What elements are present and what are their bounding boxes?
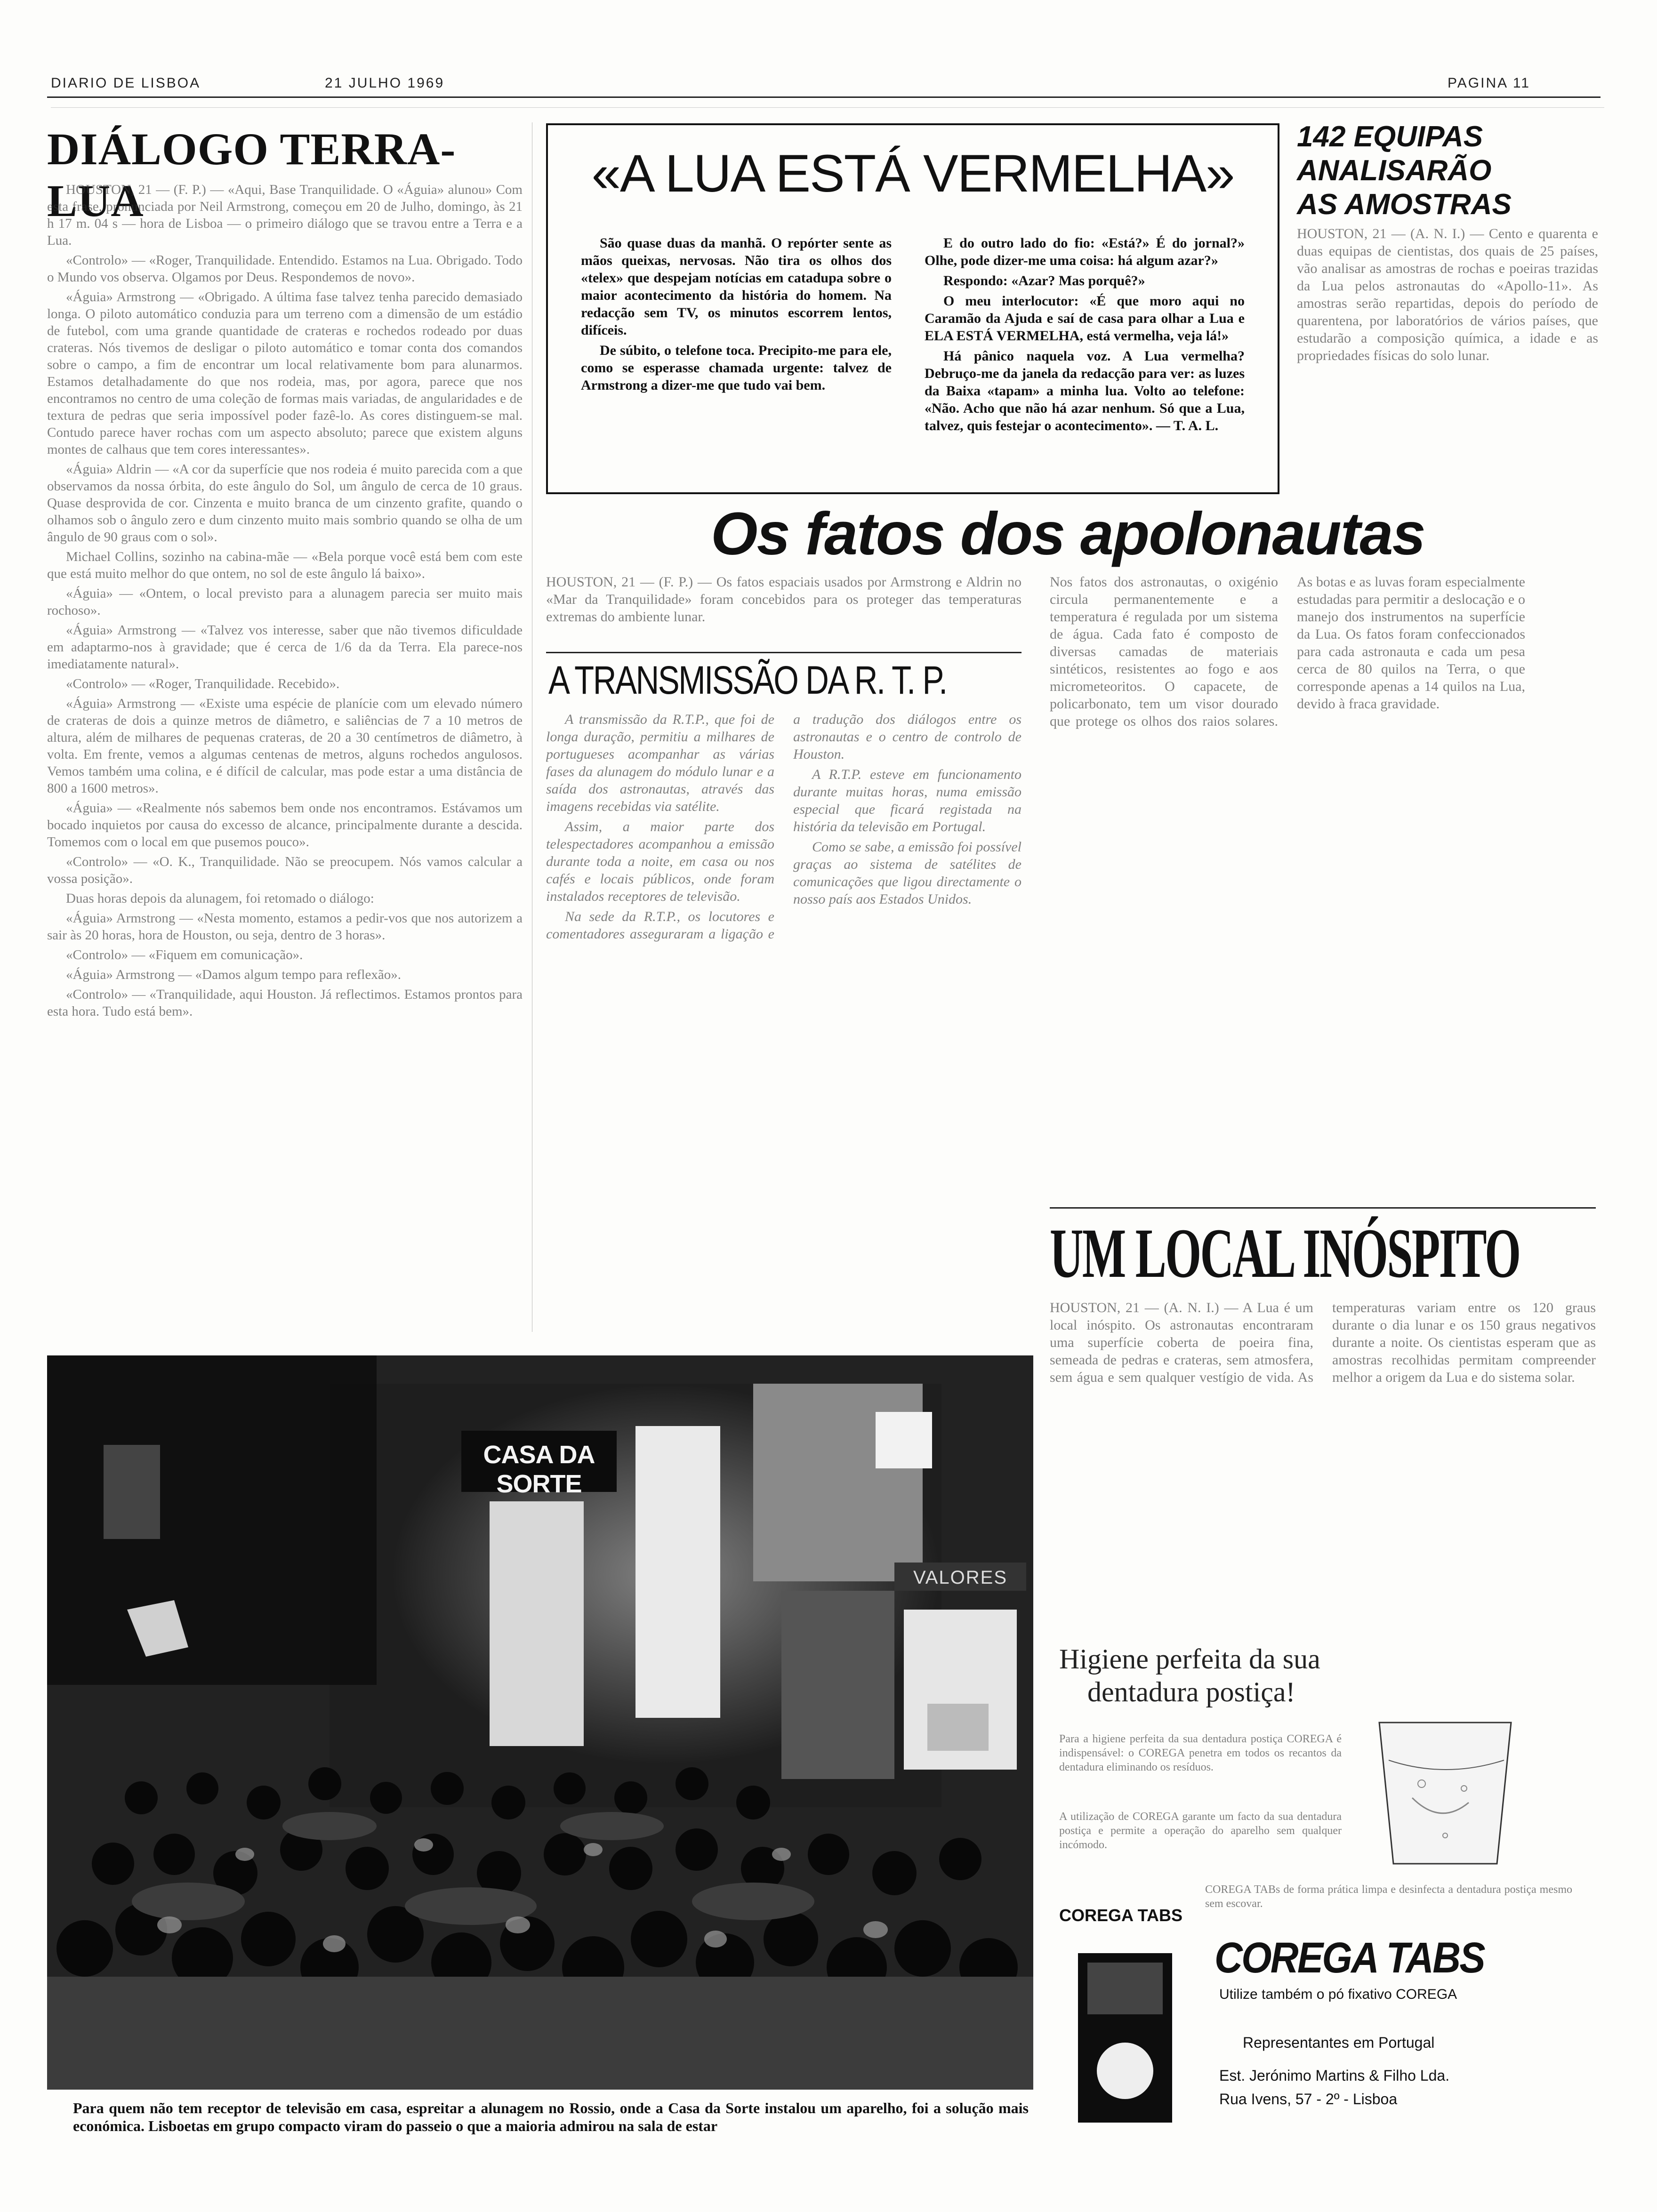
page-number: PAGINA 11	[1448, 75, 1530, 91]
dialogo-paragraph: HOUSTON, 21 — (F. P.) — «Aqui, Base Tranquilidade. O «Águia» alunou» Com esta frase, pronunciada por Neil Armstrong, começou em 20 de Julho, domingo, às 21 h 17 m. 04 s — hora de Lisboa — o primeiro diálogo que se travou entre a Terra e a Lua.	[47, 182, 523, 248]
corega-package-image	[1078, 1953, 1172, 2123]
equipas-article-body: HOUSTON, 21 — (A. N. I.) — Cento e quarenta e duas equipas de cientistas, dos quais de 25 países, vão analisar as amostras de rochas e poeiras trazidas da Lua pelos astronautas do «Apollo-11». As amostras serão repartidas, depois do período de quarentena, por laboratórios de vários países, que estudarão a composição química, a idade e as propriedades físicas do solo lunar.	[1297, 226, 1598, 363]
lua-vermelha-left-column	[581, 234, 892, 479]
local-article-body: HOUSTON, 21 — (A. N. I.) — A Lua é um local inóspito. Os astronautas encontraram uma superfície coberta de poeira fina, semeada de pedras e crateras, sem atmosfera, sem água e sem qualquer vestígio de vida. As temperaturas variam entre os 120 graus durante o dia lunar e os 150 graus negativos durante a noite. Os cientistas esperam que as amostras recolhidas permitam compreender melhor a origem da Lua e do sistema solar.	[1050, 1300, 1596, 1385]
issue-date: 21 JULHO 1969	[325, 75, 445, 91]
ad-body-text-1: Para a higiene perfeita da sua dentadura postiça COREGA é indispensável: o COREGA penetra em todos os recantos da dentadura eliminando os resíduos.	[1059, 1733, 1342, 1773]
lua-paragraph: Respondo: «Azar? Mas porquê?»	[943, 273, 1145, 289]
fatos-article-continued: Nos fatos dos astronautas, o oxigénio circula permanentemente e a temperatura é regulada por um sistema de água. Cada fato é composto de diversas camadas de materiais sintéticos, resistentes ao fogo e aos micrometeoritos. O capacete, de policarbonato, tem um visor dourado que protege os olhos dos raios solares. As botas e as luvas foram especialmente estudadas para permitir a deslocação e o manejo dos instrumentos na superfície da Lua. Os fatos foram confeccionados para cada astronauta e cada um pesa cerca de 80 quilos na Terra, o que corresponde apenas a 14 quilos na Lua, devido à fraca gravidade.	[1050, 574, 1525, 729]
equipas-headline-line-2: ANALISARÃO	[1297, 154, 1492, 187]
dialogo-paragraph: «Águia» Armstrong — «Damos algum tempo para reflexão».	[66, 967, 401, 982]
lua-vermelha-headline: «A LUA ESTÁ VERMELHA»	[591, 144, 1234, 203]
lua-vermelha-right-column	[925, 234, 1245, 479]
dialogo-headline: DIÁLOGO TERRA-LUA	[47, 124, 456, 226]
dialogo-article-body	[47, 181, 523, 1339]
dialogo-paragraph: «Controlo» — «Fiquem em comunicação».	[66, 947, 303, 962]
lua-vermelha-box	[546, 123, 1279, 494]
newspaper-name: DIARIO DE LISBOA	[51, 75, 201, 91]
valores-sign: VALORES	[913, 1567, 1007, 1588]
dialogo-paragraph: Michael Collins, sozinho na cabina-mãe — «Bela porque você está bem com este que está muito melhor do que ontem, no sol de este ângulo lá baixo».	[47, 549, 523, 581]
dialogo-paragraph: «Águia» Armstrong — «Obrigado. A última fase talvez tenha parecido demasiado longa. O piloto automático conduzia para um terreno com a dimensão de um estádio de futebol, com uma grande quantidade de crateras e rochedos rodeado por duas crateras. Nós tivemos de desligar o piloto automático e tomar conta dos comandos sobre o campo, a fim de encontrar um local relativamente bom para alunarmos. Estamos detalhadamente do que nos rodeia, mas, por agora, parece que nos encontramos no centro de uma coleção de formas mais variadas, de angularidades e de textura de pedras que seria impossível poder fazê-lo. As cores distinguem-se mal. Contudo parece haver rochas com um aspecto absoluto; parece que existem alguns montes de calhaus que tem cores interessantes».	[47, 289, 523, 457]
casa-da-sorte-sign: CASA DA SORTE	[483, 1441, 595, 1498]
rtp-headline: A TRANSMISSÃO DA R. T. P.	[548, 658, 947, 702]
ad-body-text-3: COREGA TABs de forma prática limpa e desinfecta a dentadura postiça mesmo sem escovar.	[1205, 1883, 1572, 1910]
dialogo-paragraph: «Águia» Armstrong — «Nesta momento, estamos a pedir-vos que nos autorizem a sair às 20 horas, hora de Houston, ou seja, dentro de 3 horas».	[47, 911, 523, 943]
ad-headline-line-2: dentadura postiça!	[1087, 1676, 1295, 1707]
glass-illustration	[1370, 1713, 1520, 1868]
local-rule	[1050, 1207, 1596, 1209]
dialogo-paragraph: «Controlo» — «Roger, Tranquilidade. Recebido».	[66, 676, 340, 691]
dialogo-paragraph: «Águia» Aldrin — «A cor da superfície que nos rodeia é muito parecida com a que observamos da nossa órbita, do este ângulo do Sol, um ângulo de cerca de 10 graus. Quase desprovida de cor. Cinzenta e muito branca de um cinzento grafite, quando o olhamos sob o ângulo zero e dum cinzento muito mais sombrio quando se olha de um ângulo de 90 graus com o sol».	[47, 462, 523, 545]
equipas-headline-line-1: 142 EQUIPAS	[1297, 120, 1483, 153]
rtp-paragraph: A transmissão da R.T.P., que foi de longa duração, permitiu a milhares de portugueses acompanhar as várias fases da alunagem do módulo lunar e a saída dos astronautas, através das imagens recebidas via satélite.	[546, 712, 774, 814]
dialogo-paragraph: «Águia» Armstrong — «Existe uma espécie de planície com um elevado número de crateras de dois a quinze metros de diâmetro, e saliências de 7 a 10 metros de altura, além de milhares de pequenas crateras, de 20 a 30 centímetros de diâmetro, à volta. Em frente, vemos a algumas centenas de metros, alguns rochedos angulosos. Vemos também uma colina, e é difícil de calcular, mas pode estar a uma distância de 800 a 1600 metros».	[47, 696, 523, 796]
lua-paragraph: O meu interlocutor: «É que moro aqui no Caramão da Ajuda e saí de casa para olhar a Lua e ELA ESTÁ VERMELHA, está vermelha, veja lá!»	[925, 293, 1245, 344]
equipas-headline-line-3: AS AMOSTRAS	[1297, 188, 1512, 221]
lua-paragraph: De súbito, o telefone toca. Precipito-me para ele, como se esperasse chamada urgente: talvez de Armstrong a dizer-me que tudo vai bem.	[581, 343, 892, 393]
dialogo-paragraph: «Águia» Armstrong — «Talvez vos interesse, saber que não tivemos dificuldade em adaptarmo-nos à gravidade; que é cerca de 1/6 da da Terra. Ela parece-nos imediatamente natural».	[47, 623, 523, 672]
corega-brand-logo: COREGA TABS	[1215, 1934, 1484, 1982]
fatos-article-intro: HOUSTON, 21 — (F. P.) — Os fatos espaciais usados por Armstrong e Aldrin no «Mar da Tranquilidade» foram concebidos para os proteger das temperaturas extremas do ambiente lunar.	[546, 574, 1022, 625]
lua-paragraph: São quase duas da manhã. O repórter sente as mãos queixas, nervosas. Não tira os olhos dos «telex» que despejam notícias em catadupa sobre o maior acontecimento da história do homem. Na redacção sem TV, os minutos escorrem lentos, difíceis.	[581, 235, 892, 338]
rtp-paragraph: A R.T.P. esteve em funcionamento durante muitas horas, numa emissão especial que ficará registada na história da televisão em Portugal.	[793, 767, 1022, 834]
rtp-paragraph: Como se sabe, a emissão foi possível graças ao sistema de satélites de comunicações que ligou directamente o nosso país aos Estados Unidos.	[793, 839, 1022, 907]
header-rule-thin	[51, 107, 1604, 108]
dialogo-paragraph: «Controlo» — «O. K., Tranquilidade. Não se preocupem. Nós vamos calcular a vossa posição».	[47, 854, 523, 886]
ad-pack-brand: COREGA TABS	[1059, 1906, 1183, 1925]
dialogo-paragraph: «Águia» — «Ontem, o local previsto para a alunagem parecia ser muito mais rochoso».	[47, 586, 523, 618]
fatos-headline: Os fatos dos apolonautas	[711, 500, 1425, 568]
representatives-label: Representantes em Portugal	[1243, 2034, 1435, 2051]
rtp-rule	[546, 652, 1022, 653]
representatives-address: Rua Ivens, 57 - 2º - Lisboa	[1219, 2091, 1398, 2108]
rtp-paragraph: Na sede da R.T.P., os locutores e comentadores asseguraram a ligação e a tradução dos diálogos entre os astronautas e o centro de controlo de Houston.	[546, 712, 1022, 942]
representatives-company: Est. Jerónimo Martins & Filho Lda.	[1219, 2067, 1450, 2084]
dialogo-paragraph: Duas horas depois da alunagem, foi retomado o diálogo:	[66, 891, 374, 906]
dialogo-paragraph: «Controlo» — «Roger, Tranquilidade. Entendido. Estamos na Lua. Obrigado. Todo o Mundo vos observa. Olgamos por Deus. Respondemos de novo».	[47, 253, 523, 285]
local-headline: UM LOCAL INÓSPITO	[1050, 1214, 1520, 1292]
lua-paragraph: Há pânico naquela voz. A Lua vermelha? Debruço-me da janela da redacção para ver: as luzes da Baixa «tapam» a minha lua. Volto ao telefone: «Não. Acho que não há azar nenhum. Só que a Lua, talvez, quis festejar o acontecimento». — T. A. L.	[925, 348, 1245, 433]
ad-body-text-2: A utilização de COREGA garante um facto da sua dentadura postiça e permite a operação do aparelho sem qualquer incómodo.	[1059, 1811, 1342, 1851]
equipas-headline	[1297, 120, 1598, 222]
corega-tagline: Utilize também o pó fixativo COREGA	[1219, 1987, 1457, 2002]
corega-advertisement	[1050, 1624, 1591, 2156]
rtp-article-body	[546, 711, 1022, 1337]
rtp-paragraph: Assim, a maior parte dos telespectadores acompanhou a emissão durante toda a noite, em casa ou nos cafés e locais públicos, onde foram instalados receptores de televisão.	[546, 819, 774, 904]
rossio-crowd-photo	[47, 1355, 1033, 2090]
dialogo-paragraph: «Controlo» — «Tranquilidade, aqui Houston. Já reflectimos. Estamos prontos para esta hora. Tudo está bem».	[47, 987, 523, 1019]
photo-caption: Para quem não tem receptor de televisão em casa, espreitar a alunagem no Rossio, onde a Casa da Sorte instalou um aparelho, foi a solução mais económica. Lisboetas em grupo compacto viram do passeio o que a maioria admirou na sala de estar	[73, 2100, 1029, 2134]
ad-headline-line-1: Higiene perfeita da sua	[1059, 1643, 1320, 1675]
lua-paragraph: E do outro lado do fio: «Está?» É do jornal?» Olhe, pode dizer-me uma coisa: há algum azar?»	[925, 235, 1245, 268]
dialogo-paragraph: «Águia» — «Realmente nós sabemos bem onde nos encontramos. Estávamos um bocado inquietos por causa do excesso de alcance, principalmente durante a descida. Tomemos com o local em que pusemos pouco».	[47, 801, 523, 850]
header-rule	[47, 96, 1601, 98]
